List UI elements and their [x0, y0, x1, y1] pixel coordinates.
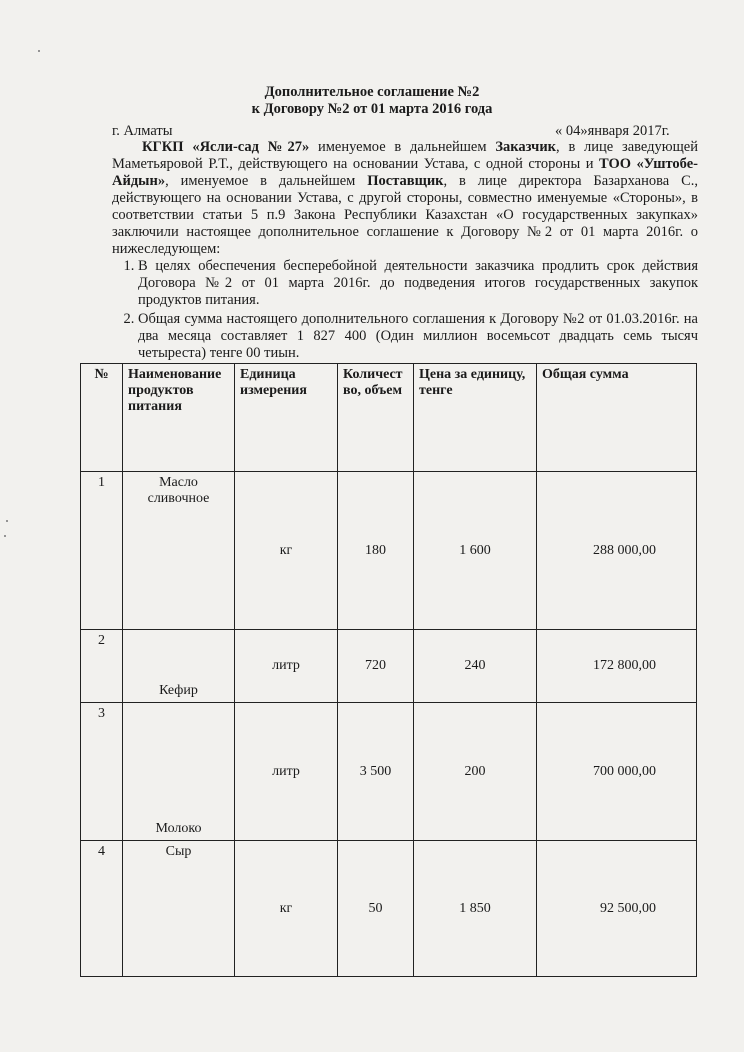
- product-total: 288 000,00: [537, 472, 697, 630]
- customer-org: «Ясли-сад №27»: [192, 139, 310, 155]
- intro-text-2: , в лице заведующей Маметьяровой Р.Т., действующего на основании Устава, с одной стороны и: [112, 139, 698, 172]
- product-unit: литр: [235, 630, 338, 703]
- products-table: [80, 363, 697, 977]
- product-price: 1 850: [414, 841, 537, 977]
- city: г. Алматы: [112, 123, 173, 139]
- scan-speck: [4, 535, 6, 537]
- product-unit: литр: [235, 703, 338, 841]
- product-name: Масло сливочное: [123, 472, 235, 630]
- col-header-num: №: [81, 364, 123, 472]
- table-row: [81, 630, 697, 703]
- customer-term: Заказчик: [495, 139, 557, 155]
- col-header-price: Цена за единицу, тенге: [414, 364, 537, 472]
- title-line-2: к Договору №2 от 01 марта 2016 года: [251, 101, 493, 117]
- supplier-org: ТОО «Уштобе-Айдын»: [112, 156, 698, 189]
- product-qty: 3 500: [338, 703, 414, 841]
- col-header-total: Общая сумма: [537, 364, 697, 472]
- row-number: 2: [81, 630, 123, 703]
- clause-1: 1. В целях обеспечения бесперебойной деятельности заказчика продлить срок действия Договора №2 от 01 марта 2016г. до подведения итогов государственных закупок продуктов питания.: [138, 258, 698, 309]
- agreement-body: [112, 139, 698, 364]
- product-price: 1 600: [414, 472, 537, 630]
- scan-speck: [38, 50, 40, 52]
- table-row: [81, 703, 697, 841]
- intro-text-1: именуемое в дальнейшем: [309, 139, 496, 155]
- org-type: КГКП: [142, 139, 193, 155]
- clauses-list: [112, 258, 698, 362]
- row-number: 1: [81, 472, 123, 630]
- product-price: 200: [414, 703, 537, 841]
- product-price: 240: [414, 630, 537, 703]
- row-number: 4: [81, 841, 123, 977]
- table-row: [81, 841, 697, 977]
- intro-paragraph: [112, 139, 698, 258]
- row-number: 3: [81, 703, 123, 841]
- product-name: Сыр: [123, 841, 235, 977]
- product-qty: 720: [338, 630, 414, 703]
- intro-text-3: , именуемое в дальнейшем: [165, 173, 368, 189]
- product-name: Молоко: [123, 703, 235, 841]
- product-total: 172 800,00: [537, 630, 697, 703]
- table-row: [81, 472, 697, 630]
- product-unit: кг: [235, 472, 338, 630]
- product-qty: 50: [338, 841, 414, 977]
- col-header-unit: Единица измерения: [235, 364, 338, 472]
- product-total: 700 000,00: [537, 703, 697, 841]
- document-title: [0, 84, 744, 118]
- product-unit: кг: [235, 841, 338, 977]
- scan-speck: [6, 520, 8, 522]
- title-line-1: Дополнительное соглашение №2: [264, 84, 480, 100]
- col-header-qty: Количест во, объем: [338, 364, 414, 472]
- col-header-name: Наименование продуктов питания: [123, 364, 235, 472]
- product-qty: 180: [338, 472, 414, 630]
- clause-2: 2. Общая сумма настоящего дополнительного соглашения к Договору №2 от 01.03.2016г. на два месяца составляет 1 827 400 (Один миллион восемьсот двадцать семь тысяч четыреста) тенге 00 тиын.: [138, 311, 698, 362]
- product-name: Кефир: [123, 630, 235, 703]
- intro-text-4: , в лице директора Базарханова С., действующего на основании Устава, с другой стороны, совместно именуемые «Стороны», в соответствии статьи 5 п.9 Закона Республики Казахстан «О государственных закупках» заключили настоящее дополнительное соглашение к Договору №2 от 01 марта 2016г. о нижеследующем:: [112, 173, 698, 257]
- document-date: « 04»января 2017г.: [555, 123, 670, 139]
- product-total: 92 500,00: [537, 841, 697, 977]
- table-header-row: [81, 364, 697, 472]
- supplier-term: Поставщик: [367, 173, 444, 189]
